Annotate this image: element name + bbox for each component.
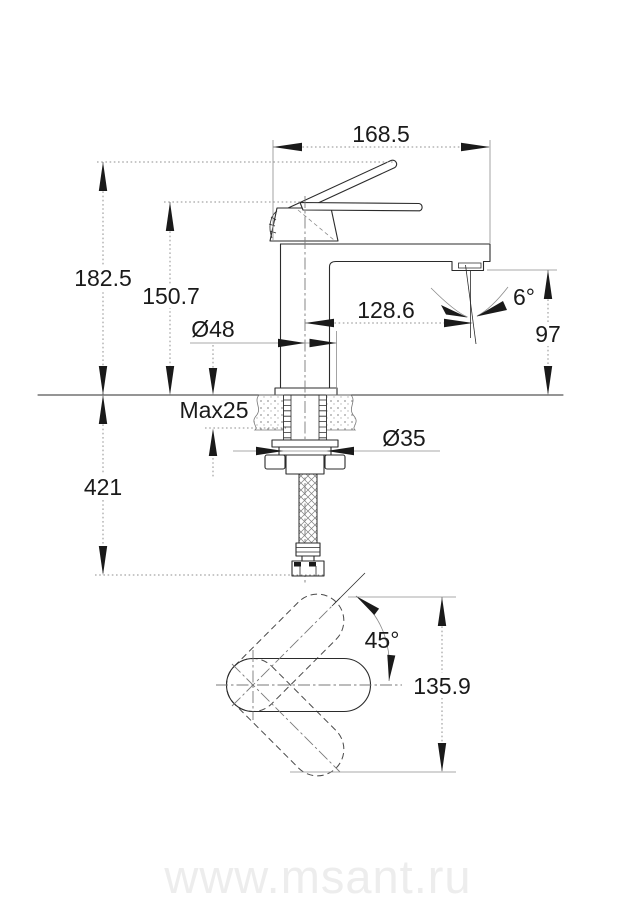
label-base-diameter: Ø48 — [191, 316, 235, 342]
dim-stream-angle — [431, 265, 535, 344]
shank-threads-left — [284, 400, 292, 438]
hose-neck — [302, 556, 314, 561]
braided-hose — [299, 474, 317, 543]
hose-coupler — [286, 455, 324, 474]
deck-section-right — [327, 395, 357, 430]
mounting-washer — [272, 440, 338, 447]
label-overall-length: 168.5 — [352, 121, 410, 147]
label-handle-swing: 45° — [364, 627, 400, 653]
dim-total-height — [74, 162, 393, 395]
label-total-height: 182.5 — [74, 265, 132, 291]
hose-seal-right — [309, 562, 316, 567]
hose-seal-left — [294, 562, 301, 567]
label-plan-width: 135.9 — [413, 673, 471, 699]
nut-lug-right — [325, 455, 345, 469]
label-max-deck-thickness: Max25 — [179, 397, 249, 423]
watermark-text: www.msant.ru — [164, 850, 472, 900]
label-spout-reach: 128.6 — [357, 297, 415, 323]
dim-handle-swing — [332, 573, 399, 681]
label-spout-height: 97 — [535, 321, 561, 347]
nut-lug-left — [265, 455, 285, 469]
label-height-to-lever: 150.7 — [142, 283, 200, 309]
dim-plan-width — [290, 597, 477, 772]
handle-lever-horizontal — [300, 203, 422, 211]
hose-ferrule — [296, 543, 320, 556]
label-stream-angle: 6° — [513, 284, 535, 310]
label-hole-diameter: Ø35 — [382, 425, 426, 451]
cartridge-housing — [270, 208, 338, 241]
shank-threads-right — [319, 400, 327, 438]
aerator — [459, 263, 482, 268]
label-hose-length: 421 — [83, 474, 123, 500]
base-flange — [275, 388, 337, 395]
deck-section-left — [254, 395, 284, 430]
